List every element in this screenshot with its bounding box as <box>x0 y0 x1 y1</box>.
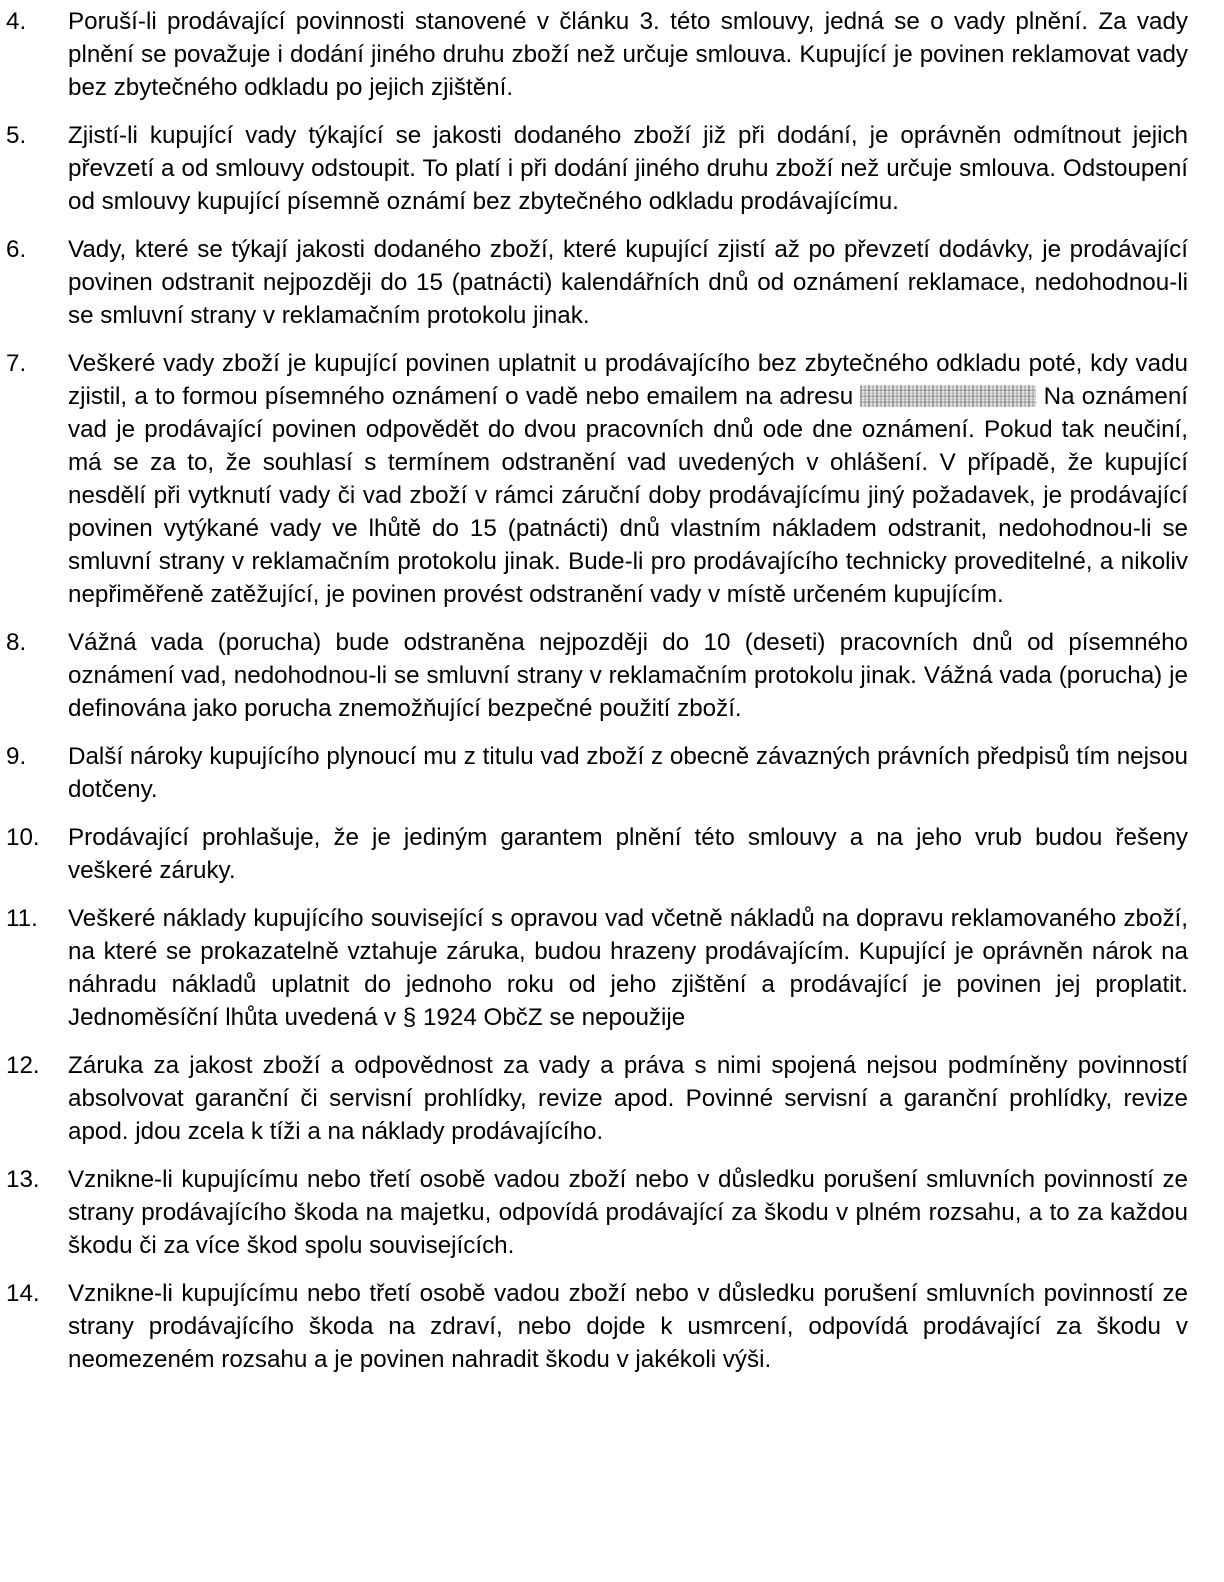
clause-text: Vznikne-li kupujícímu nebo třetí osobě vadou zboží nebo v důsledku porušení smluvních povinností ze strany prodávajícího škoda na majetku, odpovídá prodávající za škodu v plném rozsahu, a to za každou škodu či za více škod spolu souvisejících. <box>68 1166 1188 1259</box>
clause-5 <box>6 119 1188 218</box>
clause-12 <box>6 1049 1188 1148</box>
clause-list <box>0 5 1224 1376</box>
clause-number: 13. <box>6 1166 40 1193</box>
clause-text: Poruší-li prodávající povinnosti stanovené v článku 3. této smlouvy, jedná se o vady plnění. Za vady plnění se považuje i dodání jiného druhu zboží než určuje smlouva. Kupující je povinen reklamovat vady bez zbytečného odkladu po jejich zjištění. <box>68 8 1188 101</box>
clause-10 <box>6 821 1188 887</box>
clause-number: 7. <box>6 350 27 377</box>
redacted-email <box>860 385 1036 407</box>
clause-text-after: Na oznámení vad je prodávající povinen odpovědět do dvou pracovních dnů ode dne oznámení. Pokud tak neučiní, má se za to, že souhlasí s termínem odstranění vad uvedených v ohlášení. V případě, že kupující nesdělí při vytknutí vady či vad zboží v rámci záruční doby prodávajícímu jiný požadavek, je prodávající povinen vytýkané vady ve lhůtě do 15 (patnácti) dnů vlastním nákladem odstranit, nedohodnou-li se smluvní strany v reklamačním protokolu jinak. Bude-li pro prodávajícího technicky proveditelné, a nikoliv nepřiměřeně zatěžující, je povinen provést odstranění vady v místě určeném kupujícím. <box>68 383 1188 608</box>
clause-text-before: Veškeré vady zboží je kupující povinen uplatnit u prodávajícího bez zbytečného odkladu poté, kdy vadu zjistil, a to formou písemného oznámení o vadě nebo emailem na adresu <box>68 350 1188 410</box>
clause-14 <box>6 1277 1188 1376</box>
clause-number: 12. <box>6 1052 40 1079</box>
clause-9 <box>6 740 1188 806</box>
clause-number: 14. <box>6 1280 40 1307</box>
clause-number: 5. <box>6 122 27 149</box>
clause-text: Záruka za jakost zboží a odpovědnost za vady a práva s nimi spojená nejsou podmíněny povinností absolvovat garanční či servisní prohlídky, revize apod. Povinné servisní a garanční prohlídky, revize apod. jdou zcela k tíži a na náklady prodávajícího. <box>68 1052 1188 1145</box>
clause-text: Vážná vada (porucha) bude odstraněna nejpozději do 10 (deseti) pracovních dnů od písemného oznámení vad, nedohodnou-li se smluvní strany v reklamačním protokolu jinak. Vážná vada (porucha) je definována jako porucha znemožňující bezpečné použití zboží. <box>68 629 1188 722</box>
clause-text: Veškeré náklady kupujícího související s opravou vad včetně nákladů na dopravu reklamovaného zboží, na které se prokazatelně vztahuje záruka, budou hrazeny prodávajícím. Kupující je oprávněn nárok na náhradu nákladů uplatnit do jednoho roku od jeho zjištění a prodávající je povinen jej proplatit. Jednoměsíční lhůta uvedená v § 1924 ObčZ se nepoužije <box>68 905 1188 1031</box>
clause-7 <box>6 347 1188 611</box>
clause-number: 8. <box>6 629 27 656</box>
clause-6 <box>6 233 1188 332</box>
clause-text: Vady, které se týkají jakosti dodaného zboží, které kupující zjistí až po převzetí dodávky, je prodávající povinen odstranit nejpozději do 15 (patnácti) kalendářních dnů od oznámení reklamace, nedohodnou-li se smluvní strany v reklamačním protokolu jinak. <box>68 236 1188 329</box>
clause-number: 4. <box>6 8 27 35</box>
clause-text: Vznikne-li kupujícímu nebo třetí osobě vadou zboží nebo v důsledku porušení smluvních povinností ze strany prodávajícího škoda na zdraví, nebo dojde k usmrcení, odpovídá prodávající za škodu v neomezeném rozsahu a je povinen nahradit škodu v jakékoli výši. <box>68 1280 1188 1373</box>
clause-13 <box>6 1163 1188 1262</box>
clause-number: 11. <box>6 905 38 932</box>
clause-text: Další nároky kupujícího plynoucí mu z titulu vad zboží z obecně závazných právních předpisů tím nejsou dotčeny. <box>68 743 1188 803</box>
clause-number: 6. <box>6 236 27 263</box>
clause-text: Prodávající prohlašuje, že je jediným garantem plnění této smlouvy a na jeho vrub budou řešeny veškeré záruky. <box>68 824 1188 884</box>
clause-number: 10. <box>6 824 40 851</box>
clause-4 <box>6 5 1188 104</box>
clause-11 <box>6 902 1188 1034</box>
clause-text: Zjistí-li kupující vady týkající se jakosti dodaného zboží již při dodání, je oprávněn odmítnout jejich převzetí a od smlouvy odstoupit. To platí i při dodání jiného druhu zboží než určuje smlouva. Odstoupení od smlouvy kupující písemně oznámí bez zbytečného odkladu prodávajícímu. <box>68 122 1188 215</box>
clause-number: 9. <box>6 743 27 770</box>
clause-8 <box>6 626 1188 725</box>
